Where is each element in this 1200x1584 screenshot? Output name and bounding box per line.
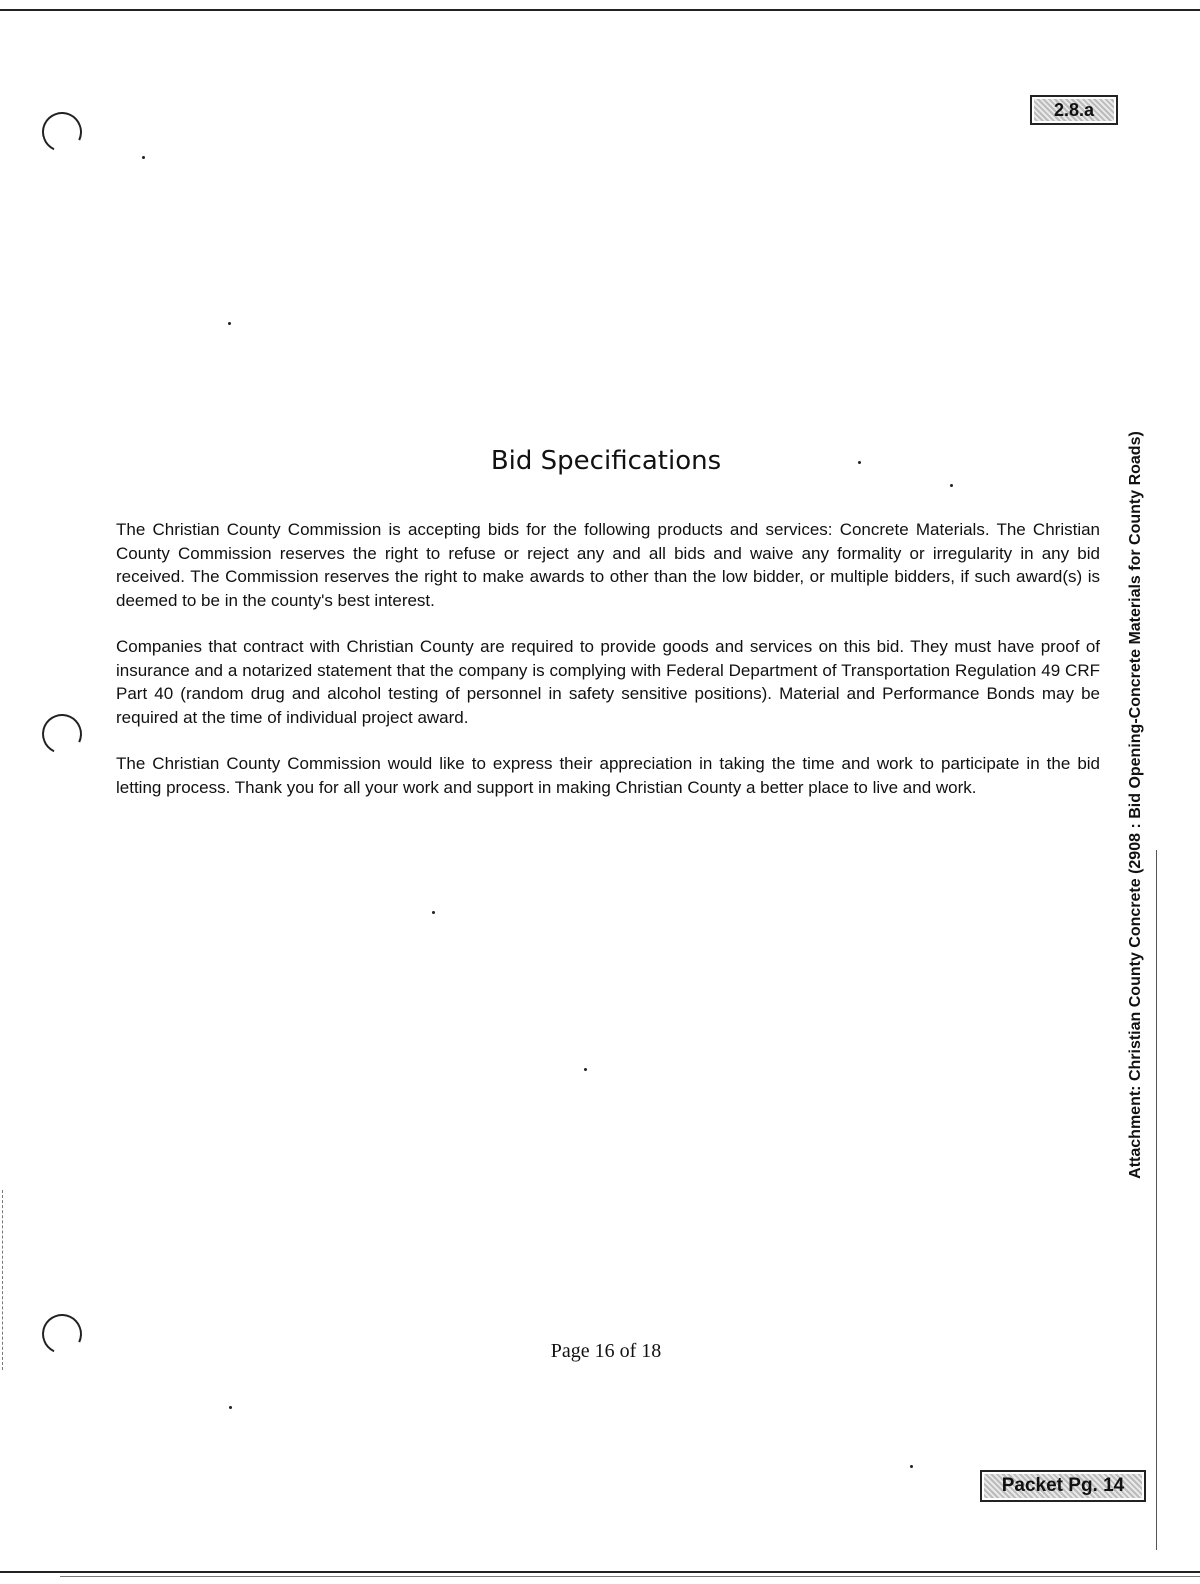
bottom-border-line (0, 1571, 1200, 1573)
binder-hole-icon (36, 708, 87, 759)
scan-speck (228, 322, 231, 325)
scan-speck (950, 484, 953, 487)
scan-speck (584, 1068, 587, 1071)
paragraph-contract-requirements: Companies that contract with Christian County are required to provide goods and services on this bid. They must have proof of insurance and a notarized statement that the company is complying with Federal Department of Transportation Regulation 49 CRF Part 40 (random drug and alcohol testing of personnel in safety sensitive positions). Material and Performance Bonds may be required at the time of individual project award. (116, 637, 1100, 727)
scan-speck (142, 156, 145, 159)
page-number: Page 16 of 18 (550, 1340, 662, 1362)
document-body (116, 518, 1100, 822)
item-code-stamp: 2.8.a (1030, 95, 1118, 125)
scan-speck (910, 1465, 913, 1468)
top-border-line (0, 9, 1200, 11)
paragraph-bid-intro: The Christian County Commission is accepting bids for the following products and services: Concrete Materials. The Christian County Commission reserves the right to refuse or reject any and all bids and waive any formality or irregularity in any bid received. The Commission reserves the right to make awards to other than the low bidder, or multiple bidders, if such award(s) is deemed to be in the county's best interest. (116, 520, 1100, 610)
packet-page-stamp: Packet Pg. 14 (980, 1470, 1146, 1502)
attachment-side-label: Attachment: Christian County Concrete (2908 : Bid Opening-Concrete Materials for County Roads) (1127, 431, 1144, 1179)
binder-hole-icon (36, 106, 87, 157)
scan-speck (432, 911, 435, 914)
paragraph-appreciation: The Christian County Commission would like to express their appreciation in taking the time and work to participate in the bid letting process. Thank you for all your work and support in making Christian County a better place to live and work. (116, 754, 1100, 797)
right-edge-line (1156, 850, 1157, 1550)
document-title: Bid Specifications (490, 446, 722, 476)
scan-speck (229, 1406, 232, 1409)
bottom-border-thin-line (60, 1576, 1200, 1577)
